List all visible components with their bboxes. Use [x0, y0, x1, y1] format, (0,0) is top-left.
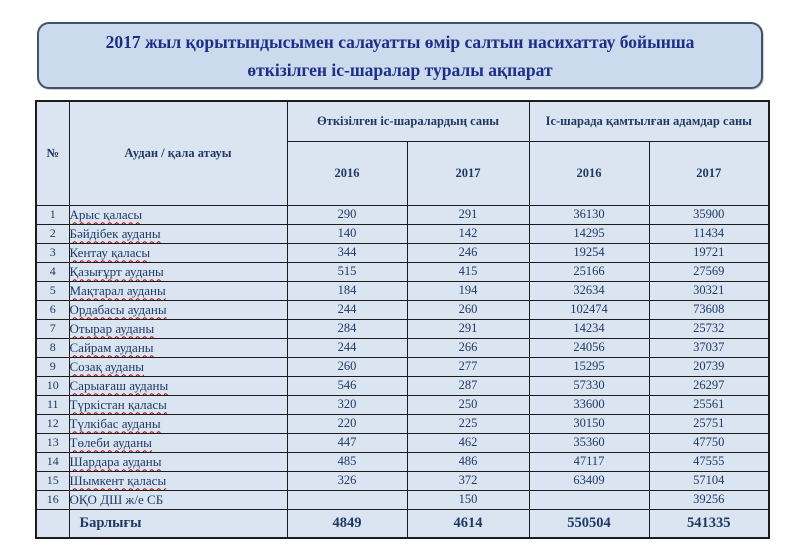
table-row	[36, 395, 769, 414]
people-2016-cell: 47117	[529, 452, 649, 471]
people-2016-cell: 24056	[529, 338, 649, 357]
people-2017-cell: 25561	[649, 395, 769, 414]
row-num-cell: 9	[36, 357, 69, 376]
row-num-cell: 6	[36, 300, 69, 319]
region-name: Төлеби ауданы	[69, 434, 152, 450]
region-name: Отырар ауданы	[69, 320, 155, 336]
people-2016-cell: 15295	[529, 357, 649, 376]
row-num-cell: 5	[36, 281, 69, 300]
people-2016-cell: 36130	[529, 205, 649, 224]
total-row	[36, 509, 769, 538]
region-cell	[69, 433, 287, 452]
region-cell	[69, 205, 287, 224]
events-2017-cell: 486	[407, 452, 529, 471]
people-2017-cell: 57104	[649, 471, 769, 490]
region-cell	[69, 281, 287, 300]
events-2017-cell: 462	[407, 433, 529, 452]
region-name: Арыс қаласы	[69, 206, 143, 222]
people-2016-cell: 30150	[529, 414, 649, 433]
events-2017-cell: 142	[407, 224, 529, 243]
table-row	[36, 376, 769, 395]
events-2017-cell: 291	[407, 319, 529, 338]
region-name: Қазығұрт ауданы	[69, 263, 164, 279]
events-2017-cell: 372	[407, 471, 529, 490]
region-cell	[69, 338, 287, 357]
row-num-cell: 1	[36, 205, 69, 224]
region-cell	[69, 395, 287, 414]
table-body	[36, 205, 769, 509]
events-2016-cell: 220	[287, 414, 407, 433]
row-num-cell: 8	[36, 338, 69, 357]
people-2016-cell: 102474	[529, 300, 649, 319]
events-2016-cell: 515	[287, 262, 407, 281]
events-2016-cell: 447	[287, 433, 407, 452]
row-num-cell: 7	[36, 319, 69, 338]
table-footer	[36, 509, 769, 538]
people-2017-cell: 25732	[649, 319, 769, 338]
events-2016-cell: 485	[287, 452, 407, 471]
events-2017-cell: 246	[407, 243, 529, 262]
region-cell	[69, 243, 287, 262]
group-header-row	[36, 101, 769, 141]
people-2016-cell: 35360	[529, 433, 649, 452]
people-2017-cell: 47555	[649, 452, 769, 471]
report-table	[35, 100, 770, 539]
events-2016-cell: 140	[287, 224, 407, 243]
table-row	[36, 471, 769, 490]
region-name: Шардара ауданы	[69, 453, 162, 469]
people-2016-cell: 57330	[529, 376, 649, 395]
total-people-2016-cell: 550504	[529, 509, 649, 538]
events-year-2016-header: 2016	[287, 141, 407, 205]
people-2017-cell: 25751	[649, 414, 769, 433]
people-2016-cell: 19254	[529, 243, 649, 262]
events-2016-cell: 244	[287, 300, 407, 319]
events-2017-cell: 194	[407, 281, 529, 300]
row-num-cell: 2	[36, 224, 69, 243]
people-2017-cell: 27569	[649, 262, 769, 281]
events-2017-cell: 250	[407, 395, 529, 414]
events-2017-cell: 266	[407, 338, 529, 357]
col-region-header: Аудан / қала атауы	[69, 101, 287, 205]
events-2016-cell: 546	[287, 376, 407, 395]
people-2016-cell: 14295	[529, 224, 649, 243]
total-people-2017-cell: 541335	[649, 509, 769, 538]
table-row	[36, 452, 769, 471]
people-2017-cell: 20739	[649, 357, 769, 376]
row-num-cell: 11	[36, 395, 69, 414]
events-2017-cell: 415	[407, 262, 529, 281]
table-row	[36, 338, 769, 357]
table-row	[36, 414, 769, 433]
row-num-cell: 13	[36, 433, 69, 452]
row-num-cell: 3	[36, 243, 69, 262]
table-row	[36, 281, 769, 300]
table-row	[36, 319, 769, 338]
events-2017-cell: 291	[407, 205, 529, 224]
people-2016-cell: 14234	[529, 319, 649, 338]
row-num-cell: 15	[36, 471, 69, 490]
total-events-2017-cell: 4614	[407, 509, 529, 538]
table-row	[36, 205, 769, 224]
events-2016-cell: 260	[287, 357, 407, 376]
region-name: Мақтарал ауданы	[69, 282, 166, 298]
people-2016-cell: 25166	[529, 262, 649, 281]
events-2017-cell: 277	[407, 357, 529, 376]
region-cell: ОҚО ДШ ж/е СБ	[69, 490, 287, 509]
title-box	[37, 22, 763, 89]
people-year-2017-header: 2017	[649, 141, 769, 205]
region-name: Сарыағаш ауданы	[69, 377, 169, 393]
row-num-cell: 16	[36, 490, 69, 509]
table-row	[36, 300, 769, 319]
total-events-2016-cell: 4849	[287, 509, 407, 538]
events-2017-cell: 225	[407, 414, 529, 433]
people-2016-cell: 63409	[529, 471, 649, 490]
region-name: Созақ ауданы	[69, 358, 145, 374]
region-name: Ордабасы ауданы	[69, 301, 167, 317]
table-row	[36, 243, 769, 262]
region-name: Сайрам ауданы	[69, 339, 154, 355]
table-row	[36, 433, 769, 452]
people-2017-cell: 39256	[649, 490, 769, 509]
people-2016-cell: 33600	[529, 395, 649, 414]
region-name: Бәйдібек ауданы	[69, 225, 161, 241]
events-2017-cell: 150	[407, 490, 529, 509]
events-2016-cell: 184	[287, 281, 407, 300]
people-2017-cell: 11434	[649, 224, 769, 243]
events-2016-cell	[287, 490, 407, 509]
people-group-header: Іс-шарада қамтылған адамдар саны	[529, 101, 769, 141]
events-2016-cell: 320	[287, 395, 407, 414]
col-num-header: №	[36, 101, 69, 205]
region-name: Шымкент қаласы	[69, 472, 167, 488]
region-cell	[69, 471, 287, 490]
people-2017-cell: 35900	[649, 205, 769, 224]
events-group-header: Өткізілген іс-шаралардың саны	[287, 101, 529, 141]
region-cell	[69, 319, 287, 338]
region-cell	[69, 376, 287, 395]
region-name: Түркістан қаласы	[69, 396, 167, 412]
region-name: Кентау қаласы	[69, 244, 151, 260]
people-2017-cell: 30321	[649, 281, 769, 300]
events-2016-cell: 284	[287, 319, 407, 338]
events-2016-cell: 244	[287, 338, 407, 357]
table-row	[36, 490, 769, 509]
events-2016-cell: 344	[287, 243, 407, 262]
events-2016-cell: 326	[287, 471, 407, 490]
table-row	[36, 262, 769, 281]
people-2017-cell: 37037	[649, 338, 769, 357]
region-cell	[69, 300, 287, 319]
row-num-cell: 12	[36, 414, 69, 433]
row-num-cell: 14	[36, 452, 69, 471]
row-num-cell: 10	[36, 376, 69, 395]
people-2017-cell: 26297	[649, 376, 769, 395]
slide-title: 2017 жыл қорытындысымен салауатты өмір салтын насихаттау бойынша өткізілген іс-шаралар туралы ақпарат	[105, 31, 695, 80]
people-2017-cell: 47750	[649, 433, 769, 452]
region-name: Түлкібас ауданы	[69, 415, 161, 431]
table-header	[36, 101, 769, 205]
region-cell	[69, 262, 287, 281]
events-2016-cell: 290	[287, 205, 407, 224]
people-year-2016-header: 2016	[529, 141, 649, 205]
people-2017-cell: 19721	[649, 243, 769, 262]
total-num-cell	[36, 509, 69, 538]
region-cell	[69, 414, 287, 433]
people-2016-cell	[529, 490, 649, 509]
events-2017-cell: 260	[407, 300, 529, 319]
people-2016-cell: 32634	[529, 281, 649, 300]
region-cell	[69, 357, 287, 376]
total-label-cell: Барлығы	[69, 509, 287, 538]
row-num-cell: 4	[36, 262, 69, 281]
table-row	[36, 224, 769, 243]
region-cell	[69, 452, 287, 471]
events-2017-cell: 287	[407, 376, 529, 395]
events-year-2017-header: 2017	[407, 141, 529, 205]
table-row	[36, 357, 769, 376]
region-cell	[69, 224, 287, 243]
people-2017-cell: 73608	[649, 300, 769, 319]
